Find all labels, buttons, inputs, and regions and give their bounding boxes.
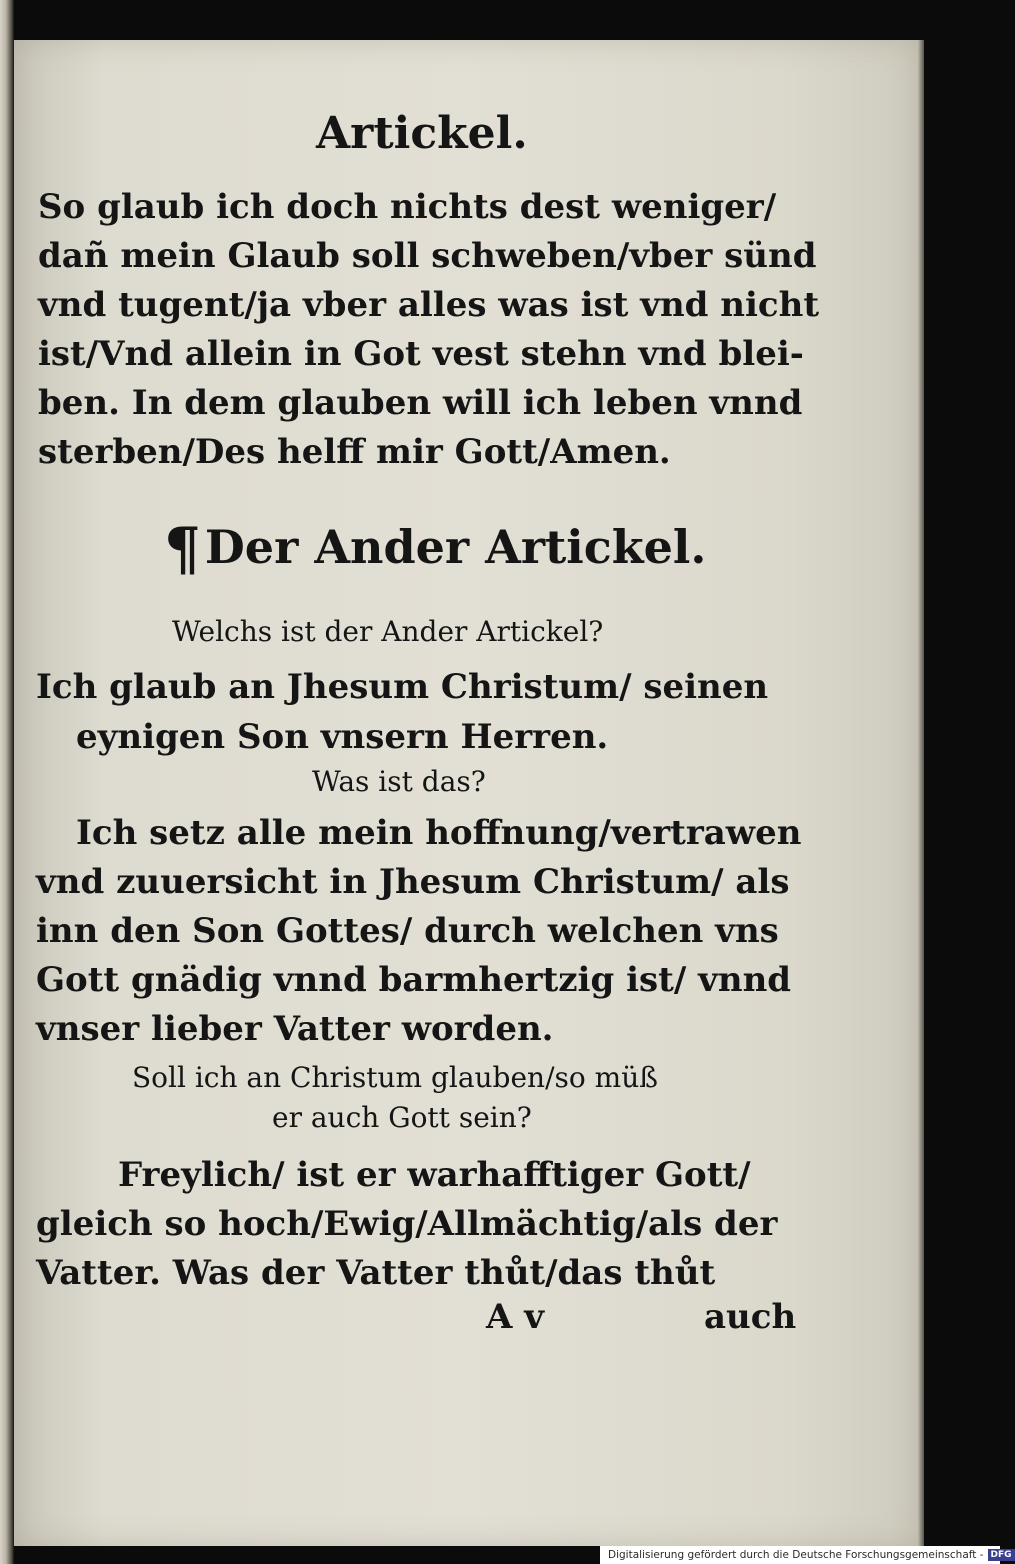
signature-mark: A v xyxy=(486,1297,544,1337)
question-line: Was ist das? xyxy=(312,765,486,798)
text-line: Ich setz alle mein hoffnung/vertrawen xyxy=(76,813,802,853)
text-line: inn den Son Gottes/ durch welchen vns xyxy=(36,911,779,951)
text-line: dañ mein Glaub soll schweben/vber sünd xyxy=(38,236,817,276)
page-edge-left xyxy=(0,0,14,1564)
question-line: er auch Gott sein? xyxy=(272,1101,532,1134)
text-line: eynigen Son vnsern Herren. xyxy=(76,717,609,757)
page-text xyxy=(14,40,918,1546)
text-line: So glaub ich doch nichts dest weniger/ xyxy=(38,187,777,227)
pilcrow-mark: ¶ xyxy=(164,515,201,583)
catchword: auch xyxy=(704,1297,797,1337)
text-line: ben. In dem glauben will ich leben vnnd xyxy=(38,383,803,423)
text-line: vnser lieber Vatter worden. xyxy=(36,1009,554,1049)
text-line: gleich so hoch/Ewig/Allmächtig/als der xyxy=(36,1204,778,1244)
funding-footer xyxy=(600,1546,1012,1564)
text-line: Freylich/ ist er warhafftiger Gott/ xyxy=(118,1155,751,1195)
text-line: Ich glaub an Jhesum Christum/ seinen xyxy=(36,667,769,707)
page-edge-right xyxy=(918,40,924,1546)
page-header: Artickel. xyxy=(316,108,528,159)
funding-note: Digitalisierung gefördert durch die Deutsche Forschungsgemeinschaft - xyxy=(608,1549,984,1561)
text-line: Vatter. Was der Vatter thůt/das thůt xyxy=(36,1253,716,1293)
text-line: sterben/Des helff mir Gott/Amen. xyxy=(38,432,671,472)
text-line: vnd tugent/ja vber alles was ist vnd nicht xyxy=(38,285,820,325)
section-heading-text: Der Ander Artickel. xyxy=(204,520,707,574)
section-heading xyxy=(164,515,707,583)
text-line: vnd zuuersicht in Jhesum Christum/ als xyxy=(36,862,790,902)
book-page xyxy=(14,40,918,1546)
question-line: Soll ich an Christum glauben/so müß xyxy=(132,1061,658,1094)
question-line: Welchs ist der Ander Artickel? xyxy=(172,615,604,648)
dfg-logo: DFG xyxy=(988,1549,1015,1561)
text-line: Gott gnädig vnnd barmhertzig ist/ vnnd xyxy=(36,960,792,1000)
text-line: ist/Vnd allein in Got vest stehn vnd blei- xyxy=(38,334,804,374)
